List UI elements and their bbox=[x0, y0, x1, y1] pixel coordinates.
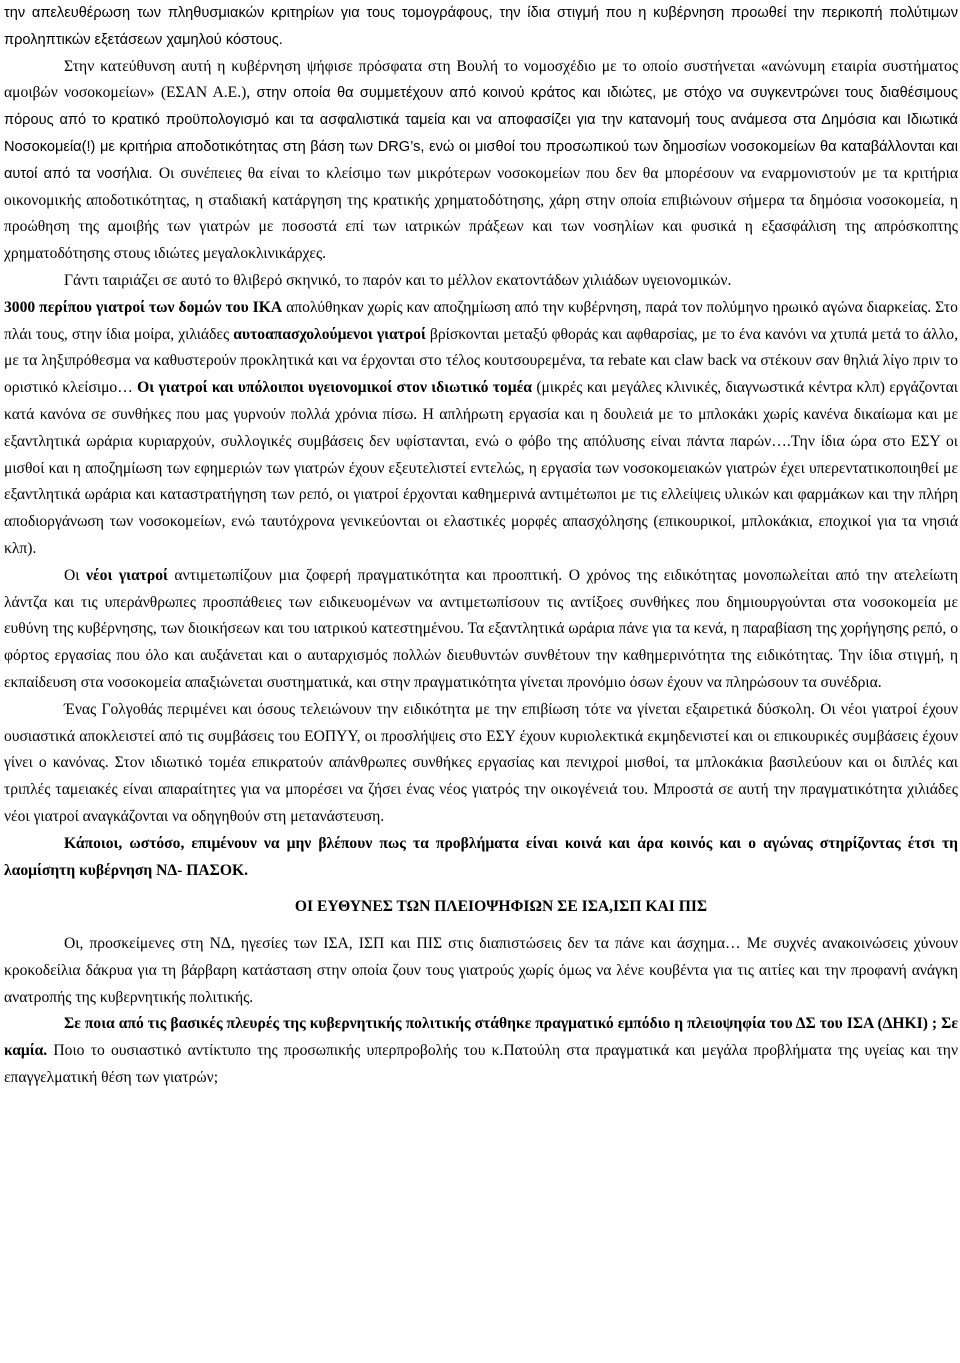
text-ika-1: απολύθηκαν χωρίς καν αποζημίωση από την κυβέρνηση, παρά τον πολύμηνο ηρωικό αγώνα διαρκείας. Στο πλάι τους, στην ίδια μοίρα, χιλιάδες bbox=[4, 298, 958, 343]
text-ika-2: βρίσκονται μεταξύ φθοράς και αφθαρσίας, με το ένα κανόνι να χτυπά μετά το άλλο, με τα ληξιπρόθεσμα να καθυστερούν προκλητικά και να έρχονται στο τέλος κουτσουρεμένα, τα rebate και claw back να στέκουν σαν θηλιά λίγο πριν το οριστικό κλείσιμο… bbox=[4, 325, 958, 397]
text-young-1: Οι bbox=[64, 566, 87, 584]
bold-young-doctors: νέοι γιατροί bbox=[86, 566, 168, 584]
section-heading: ΟΙ ΕΥΘΥΝΕΣ ΤΩΝ ΠΛΕΙΟΨΗΦΙΩΝ ΣΕ ΙΣΑ,ΙΣΠ ΚΑΙ ΠΙΣ bbox=[294, 898, 708, 916]
paragraph-young-doctors bbox=[4, 563, 958, 697]
bold-some: Κάποιοι, ωστόσο, επιμένουν να μην βλέπουν πως τα προβλήματα είναι κοινά και άρα κοινός και ο αγώνας στηρίζοντας έτσι τη λαομίσητη κυβέρνηση ΝΔ- ΠΑΣΟΚ. bbox=[4, 834, 958, 879]
paragraph-gandi: Γάντι ταιριάζει σε αυτό το θλιβερό σκηνικό, το παρόν και το μέλλον εκατοντάδων χιλιάδων υγειονομικών. bbox=[64, 271, 732, 289]
paragraph-some bbox=[4, 831, 958, 885]
bold-self-employed: αυτοαπασχολούμενοι γιατροί bbox=[233, 325, 426, 343]
text-young-2: αντιμετωπίζουν μια ζοφερή πραγματικότητα και προοπτική. Ο χρόνος της ειδικότητας μονοπωλείται από την ατελείωτη λάντζα και τις υπεράνθρωπες προσπάθειες των ειδικευομένων να αντιμετωπίσουν τις αντίξοες συνθήκες που δημιουργούνται στα νοσοκομεία με ευθύνη της κυβέρνησης, των διοικήσεων και του ιατρικού κατεστημένου. Τα εξαντλητικά ωράρια πάνε για τα κενά, η παραβίαση της χορήγησης ρεπό, ο φόρτος εργασίας που όλο και αυξάνεται και ο αυταρχισμός πολλών διευθυντών συνθέτουν την καθημερινότητα της ειδικότητας. Την ίδια στιγμή, η εκπαίδευση στα νοσοκομεία απαξιώνεται συστηματικά, και στην πραγματικότητα γίνεται προνόμιο όσων έχουν να πληρώσουν τα συνέδρια. bbox=[4, 566, 958, 691]
paragraph-golgotha: Ένας Γολγοθάς περιμένει και όσους τελειώνουν την ειδικότητα με την επιβίωση τότε να γίνεται εξαιρετικά δύσκολη. Οι νέοι γιατροί έχουν ουσιαστικά αποκλειστεί από τις συμβάσεις του ΕΟΠΥΥ, οι προσλήψεις στο ΕΣΥ έχουν κυριολεκτικά εκμηδενιστεί και οι επικουρικές συμβάσεις έχουν γίνει ο κανόνας. Στον ιδιωτικό τομέα επικρατούν απάνθρωπες συνθήκες εργασίας και πενιχροί μισθοί, τα μπλοκάκια βασιλεύουν και οι διπλές και τριπλές ταμειακές είναι απαραίτητες για να μπορέσει να ζήσει ένας νέος γιατρός την οικογένειά του. Μπροστά σε αυτή την πραγματικότητα χιλιάδες νέοι γιατροί αναγκάζονται να οδηγηθούν στη μετανάστευση. bbox=[4, 700, 958, 825]
paragraph-ika bbox=[4, 295, 958, 563]
bold-question: Σε ποια από τις βασικές πλευρές της κυβερνητικής πολιτικής στάθηκε πραγματικό εμπόδιο η πλειοψηφία του ΔΣ του ΙΣΑ (ΔΗΚΙ) ; Σε καμία. bbox=[4, 1015, 958, 1060]
text-question: Ποιο το ουσιαστικό αντίκτυπο της προσωπικής υπερπροβολής του κ.Πατούλη στα πραγματικά και μεγάλα προβλήματα της υγείας και την επαγγελματική θέση των γιατρών; bbox=[4, 1042, 958, 1087]
spacer bbox=[4, 884, 958, 894]
bold-private-sector: Οι γιατροί και υπόλοιποι υγειονομικοί στον ιδιωτικό τομέα bbox=[137, 379, 533, 397]
spacer bbox=[4, 921, 958, 931]
bold-ika: 3000 περίπου γιατροί των δομών του ΙΚΑ bbox=[4, 298, 283, 316]
paragraph-leaderships: Οι, προσκείμενες στη ΝΔ, ηγεσίες των ΙΣΑ, ΙΣΠ και ΠΙΣ στις διαπιστώσεις δεν τα πάνε και άσχημα… Με συχνές ανακοινώσεις χύνουν κροκοδείλια δάκρυα για τη βάρβαρη κατάσταση στην οποία ζουν τους γιατρούς χωρίς όμως να λένε κουβέντα για τις αιτίες και την προφανή ανάγκη ανατροπής της κυβερνητικής πολιτικής. bbox=[4, 935, 958, 1006]
paragraph-esan-part2: στην οποία θα συμμετέχουν από κοινού κράτος και ιδιώτες, με στόχο να συγκεντρώνει τους διαθέσιμους πόρους από το κρατικό προϋπολογισμό και τα ασφαλιστικά ταμεία και να αποφασίζει για την κατανομή τους ανάμεσα στα Δημόσια και Ιδιωτικά Νοσοκομεία(!) με κριτήρια αποδοτικότητας στη βάση των DRG’s, ενώ οι μισθοί του προσωπικού των δημοσίων νοσοκομείων θα καταβάλλονται και αυτοί από τα νοσήλια. bbox=[4, 85, 959, 182]
paragraph-esan-part1: Στην κατεύθυνση αυτή η κυβέρνηση ψήφισε πρόσφατα στη Βουλή το νομοσχέδιο με το οποίο συστήνεται «ανώνυμη εταιρία συστήματος αμοιβών νοσοκομείων» (ΕΣΑΝ Α.Ε.), bbox=[4, 57, 958, 102]
paragraph-esan-part3: Οι συνέπειες θα είναι το κλείσιμο των μικρότερων νοσοκομείων που δεν θα μπορέσουν να εναρμονιστούν με τα κριτήρια οικονομικής αποδοτικότητας, η σταδιακή κατάργηση της κρατικής χρηματοδότησης, χάρη στην οποία επιβιώνουν σήμερα τα δημόσια νοσοκομεία, η προώθηση της αμοιβής των γιατρών με ποσοστά επί των ιατρικών πράξεων και των νοσηλίων και φυσικά η εξασφάλιση της απρόσκοπτης χρηματοδότησης στους ιδιώτες μεγαλοκλινικάρχες. bbox=[4, 164, 958, 263]
paragraph-question bbox=[4, 1011, 958, 1091]
text-ika-3: (μικρές και μεγάλες κλινικές, διαγνωστικά κέντρα κλπ) εργάζονται κατά κανόνα σε συνθήκες που μας γυρνούν πολλά χρόνια πίσω. Η απλήρωτη εργασία και η δουλειά με το μπλοκάκι χωρίς κανένα δικαίωμα και με εξαντλητικά ωράρια κυριαρχούν, συλλογικές συμβάσεις δεν υφίστανται, ενώ ο φόβο της απόλυσης είναι πάντα παρών….Την ίδια ώρα στο ΕΣΥ οι μισθοί και η αποζημίωση των εφημεριών των γιατρών έχουν εξευτελιστεί εντελώς, η εργασία των νοσοκομειακών γιατρών έχει υπερεντατικοποιηθεί με εξαντλητικά ωράρια και καταστρατήγηση των ρεπό, οι γιατροί έρχονται καθημερινά αντιμέτωποι με τις ελλείψεις υλικών και φαρμάκων και την πλήρη αποδιοργάνωση των νοσοκομείων, ενώ ταυτόχρονα γενικεύονται οι ελαστικές μορφές απασχόλησης (επικουρικοί, μπλοκάκια, εποχικοί για τα νησιά κλπ). bbox=[4, 379, 959, 557]
paragraph-intro: την απελευθέρωση των πληθυσμιακών κριτηρίων για τους τομογράφους, την ίδια στιγμή που η κυβέρνηση προωθεί την περικοπή πολύτιμων προληπτικών εξετάσεων χαμηλού κόστους. bbox=[4, 5, 958, 48]
paragraph-esan bbox=[4, 54, 958, 268]
